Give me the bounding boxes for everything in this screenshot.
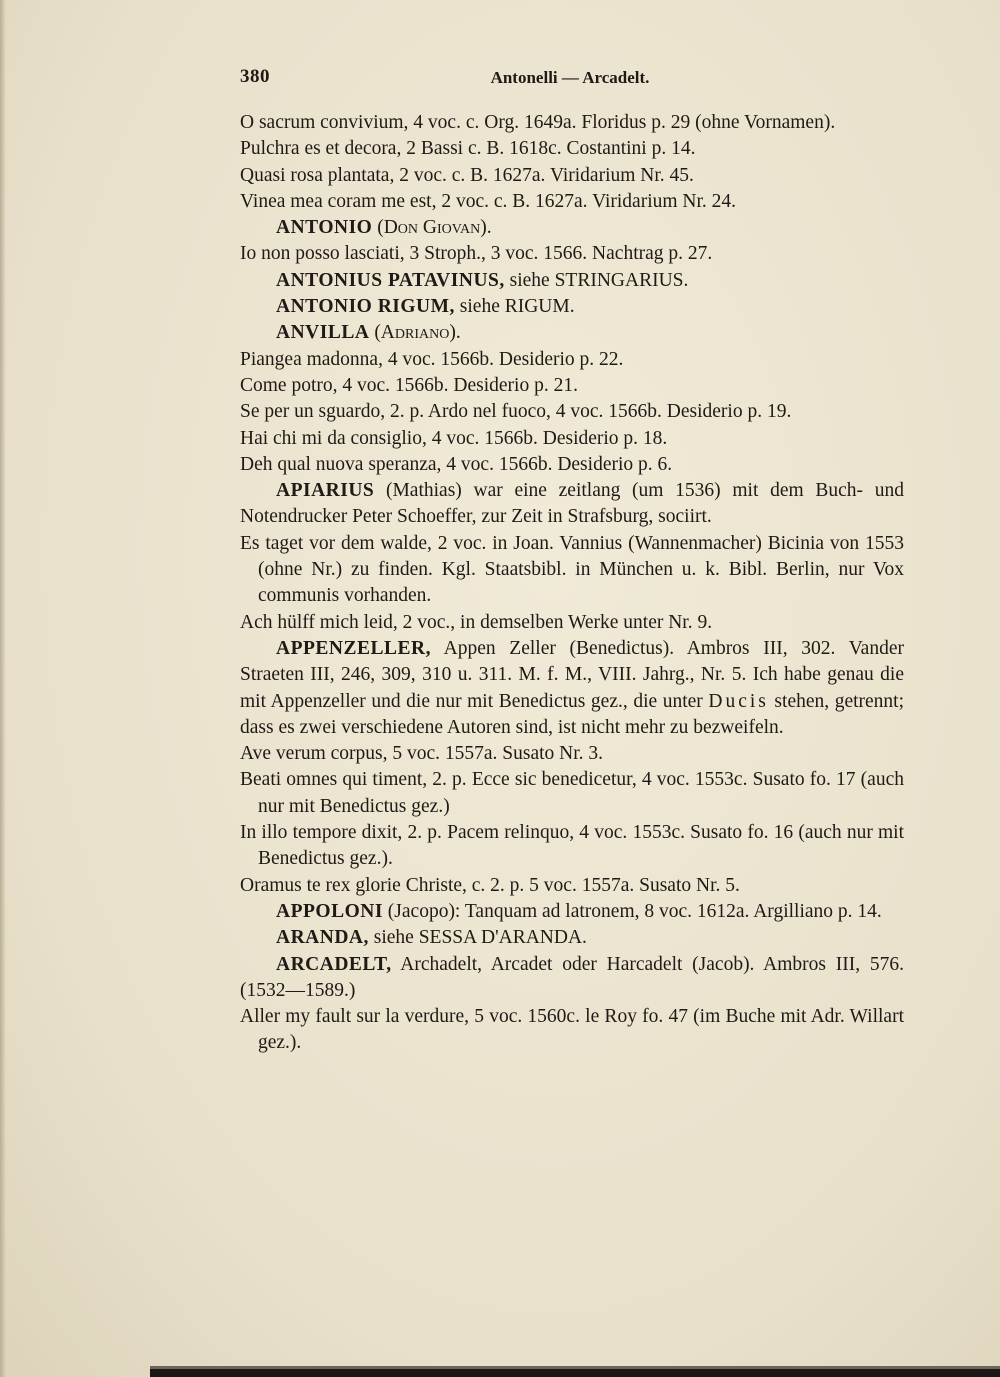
entry-hai-chi: Hai chi mi da consiglio, 4 voc. 1566b. Desiderio p. 18.: [240, 427, 668, 449]
composer-name: APPENZELLER,: [276, 637, 431, 659]
heading-appoloni: [240, 899, 904, 925]
entry-beati-omnes: Beati omnes qui timent, 2. p. Ecce sic benedicetur, 4 voc. 1553c. Susato fo. 17 (auch nur mit Benedictus gez.): [240, 769, 904, 817]
composer-detail: (Don Giovan).: [372, 217, 492, 239]
composer-name: ANTONIUS PATAVINUS,: [276, 269, 505, 291]
page-edge-shadow: [0, 0, 6, 1377]
entry-pulchra: Pulchra es et decora, 2 Bassi c. B. 1618c. Costantini p. 14.: [240, 138, 696, 160]
entry-aller-my-fault: Aller my fault sur la verdure, 5 voc. 1560c. le Roy fo. 47 (im Buche mit Adr. Willart gez.).: [240, 1006, 904, 1054]
heading-anvilla: [240, 320, 904, 346]
entry-io-non-posso: Io non posso lasciati, 3 Stroph., 3 voc. 1566. Nachtrag p. 27.: [240, 243, 713, 265]
entry-come-potro: Come potro, 4 voc. 1566b. Desiderio p. 21.: [240, 374, 578, 396]
composer-detail: Archadelt, Arcadet oder Harcadelt (Jacob). Ambros III, 576. (1532—1589.): [240, 953, 904, 1001]
composer-name: ANTONIO RIGUM,: [276, 296, 455, 318]
entry-piangea: Piangea madonna, 4 voc. 1566b. Desiderio p. 22.: [240, 348, 624, 370]
page-header: [240, 66, 900, 92]
composer-name: ARANDA,: [276, 927, 369, 949]
entry-es-taget: Es taget vor dem walde, 2 voc. in Joan. Vannius (Wannenmacher) Bicinia von 1553 (ohne Nr.) zu finden. Kgl. Staatsbibl. in München u. k. Bibl. Berlin, nur Vox communis vorhanden.: [240, 532, 904, 607]
heading-appenzeller: [240, 636, 904, 741]
scan-edge-bar: [150, 1369, 1000, 1377]
entry-o-sacrum: O sacrum convivium, 4 voc. c. Org. 1649a. Floridus p. 29 (ohne Vornamen).: [240, 112, 836, 133]
entry-ach-huelff: Ach hülff mich leid, 2 voc., in demselben Werke unter Nr. 9.: [240, 611, 713, 633]
cross-reference: siehe RIGUM.: [454, 296, 575, 318]
composer-detail: Appen Zeller (Benedictus). Ambros III, 302. Vander Straeten III, 246, 309, 310 u. 311. M. f. M., VIII. Jahrg., Nr. 5. Ich habe genau die mit Appenzeller und die nur mit Benedictus gez., die unter: [240, 637, 904, 712]
entry-quasi-rosa: Quasi rosa plantata, 2 voc. c. B. 1627a. Viridarium Nr. 45.: [240, 164, 694, 186]
page-body: [240, 110, 904, 1057]
composer-detail: (Adriano).: [369, 322, 461, 344]
entry-se-per-un: Se per un sguardo, 2. p. Ardo nel fuoco, 4 voc. 1566b. Desiderio p. 19.: [240, 401, 792, 423]
spaced-name-ducis: Ducis: [708, 690, 769, 712]
composer-detail: (Mathias) war eine zeitlang (um 1536) mit dem Buch- und Notendrucker Peter Schoeffer, zur Zeit in Strafsburg, sociirt.: [240, 480, 904, 528]
composer-name: ANVILLA: [276, 322, 370, 344]
heading-antonio: [240, 215, 904, 241]
composer-name: APPOLONI: [276, 900, 383, 922]
entry-vinea-mea: Vinea mea coram me est, 2 voc. c. B. 1627a. Viridarium Nr. 24.: [240, 190, 737, 212]
heading-aranda: [240, 925, 904, 951]
composer-name: ARCADELT,: [276, 953, 392, 975]
heading-antonio-rigum: [240, 294, 904, 320]
heading-arcadelt: [240, 952, 904, 1005]
composer-detail: (Jacopo): Tanquam ad latronem, 8 voc. 1612a. Argilliano p. 14.: [382, 900, 882, 922]
composer-name: APIARIUS: [276, 480, 375, 502]
cross-reference: siehe SESSA D'ARANDA.: [368, 927, 587, 949]
page-number: 380: [240, 66, 270, 87]
entry-in-illo-tempore: In illo tempore dixit, 2. p. Pacem relinquo, 4 voc. 1553c. Susato fo. 16 (auch nur mit Benedictus gez.).: [240, 822, 904, 870]
cross-reference: siehe STRINGARIUS.: [504, 269, 689, 291]
heading-apiarius: [240, 478, 904, 531]
composer-name: ANTONIO: [276, 217, 373, 239]
entry-oramus-te: Oramus te rex glorie Christe, c. 2. p. 5 voc. 1557a. Susato Nr. 5.: [240, 874, 740, 896]
running-head: Antonelli — Arcadelt.: [490, 68, 650, 87]
entry-ave-verum: Ave verum corpus, 5 voc. 1557a. Susato Nr. 3.: [240, 743, 604, 765]
heading-antonius-patavinus: [240, 268, 904, 294]
composer-detail-cont: stehen, getrennt; dass es zwei verschiedene Autoren sind, ist nicht mehr zu bezweifeln.: [240, 690, 905, 738]
entry-deh-qual: Deh qual nuova speranza, 4 voc. 1566b. Desiderio p. 6.: [240, 453, 673, 475]
